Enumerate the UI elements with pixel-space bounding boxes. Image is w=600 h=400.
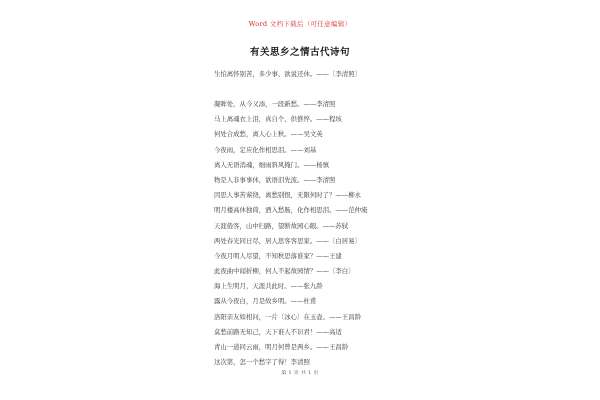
page-title: 有关思乡之情古代诗句 bbox=[249, 47, 350, 58]
poem-line: 今夜月明人尽望，不知秋思落谁家？——王建 bbox=[214, 251, 342, 260]
intro-line: 生怕离怀别苦，多少事、欲说还休。——〔李清照〕 bbox=[214, 70, 361, 78]
poem-line: 今夜雨，定应化作相思泪。——刘基 bbox=[214, 145, 317, 154]
poem-line: 物是人非事事休，欲语泪先流。——李清照 bbox=[214, 175, 336, 184]
poem-line: 何处合成愁，离人心上秋。——吴文英 bbox=[214, 130, 323, 139]
poem-line: 这次第，怎一个愁字了得！李清照 bbox=[214, 358, 310, 367]
poem-line: 海上生明月，天涯共此时。——张九龄 bbox=[214, 282, 323, 291]
poem-line: 离人无语消魂，细雨斜风掩门。——杨慎 bbox=[214, 160, 330, 169]
poem-line: 天涯倦客，山中归路，望断故园心眼。——苏轼 bbox=[214, 221, 349, 230]
poem-line: 因思人事苦萦绕，离愁别恨，无限何时了？——柳永 bbox=[214, 191, 361, 200]
poem-line: 洛阳亲友如相问，一片〔冰心〕在玉壶。——王昌龄 bbox=[214, 312, 361, 321]
poem-line: 马上离魂衣上泪，真自个、供憔悴。——程垓 bbox=[214, 115, 342, 124]
poem-list bbox=[214, 97, 367, 370]
poem-line: 两处春光同日尽，居人思客客思家。——〔白居易〕 bbox=[214, 236, 361, 245]
poem-line: 莫愁前路无知己，天下谁人不识君！——高适 bbox=[214, 327, 342, 336]
page-number: 第 1 页 共 1 页 bbox=[281, 371, 319, 376]
poem-line: 凝眸处，从今又添，一段新愁。——李清照 bbox=[214, 100, 336, 108]
poem-line: 露从今夜白，月是故乡明。——杜甫 bbox=[214, 297, 317, 306]
download-watermark: Word 文档下载后（可任意编辑） bbox=[248, 20, 352, 28]
poem-line: 此夜曲中闻折柳，何人不起故园情？——〔李白〕 bbox=[214, 267, 355, 276]
poem-line: 青山一道同云雨，明月何曾是两乡。——王昌龄 bbox=[214, 343, 349, 351]
poem-line: 明月楼高休独倚，酒入愁肠，化作相思泪。——范仲淹 bbox=[214, 206, 368, 215]
